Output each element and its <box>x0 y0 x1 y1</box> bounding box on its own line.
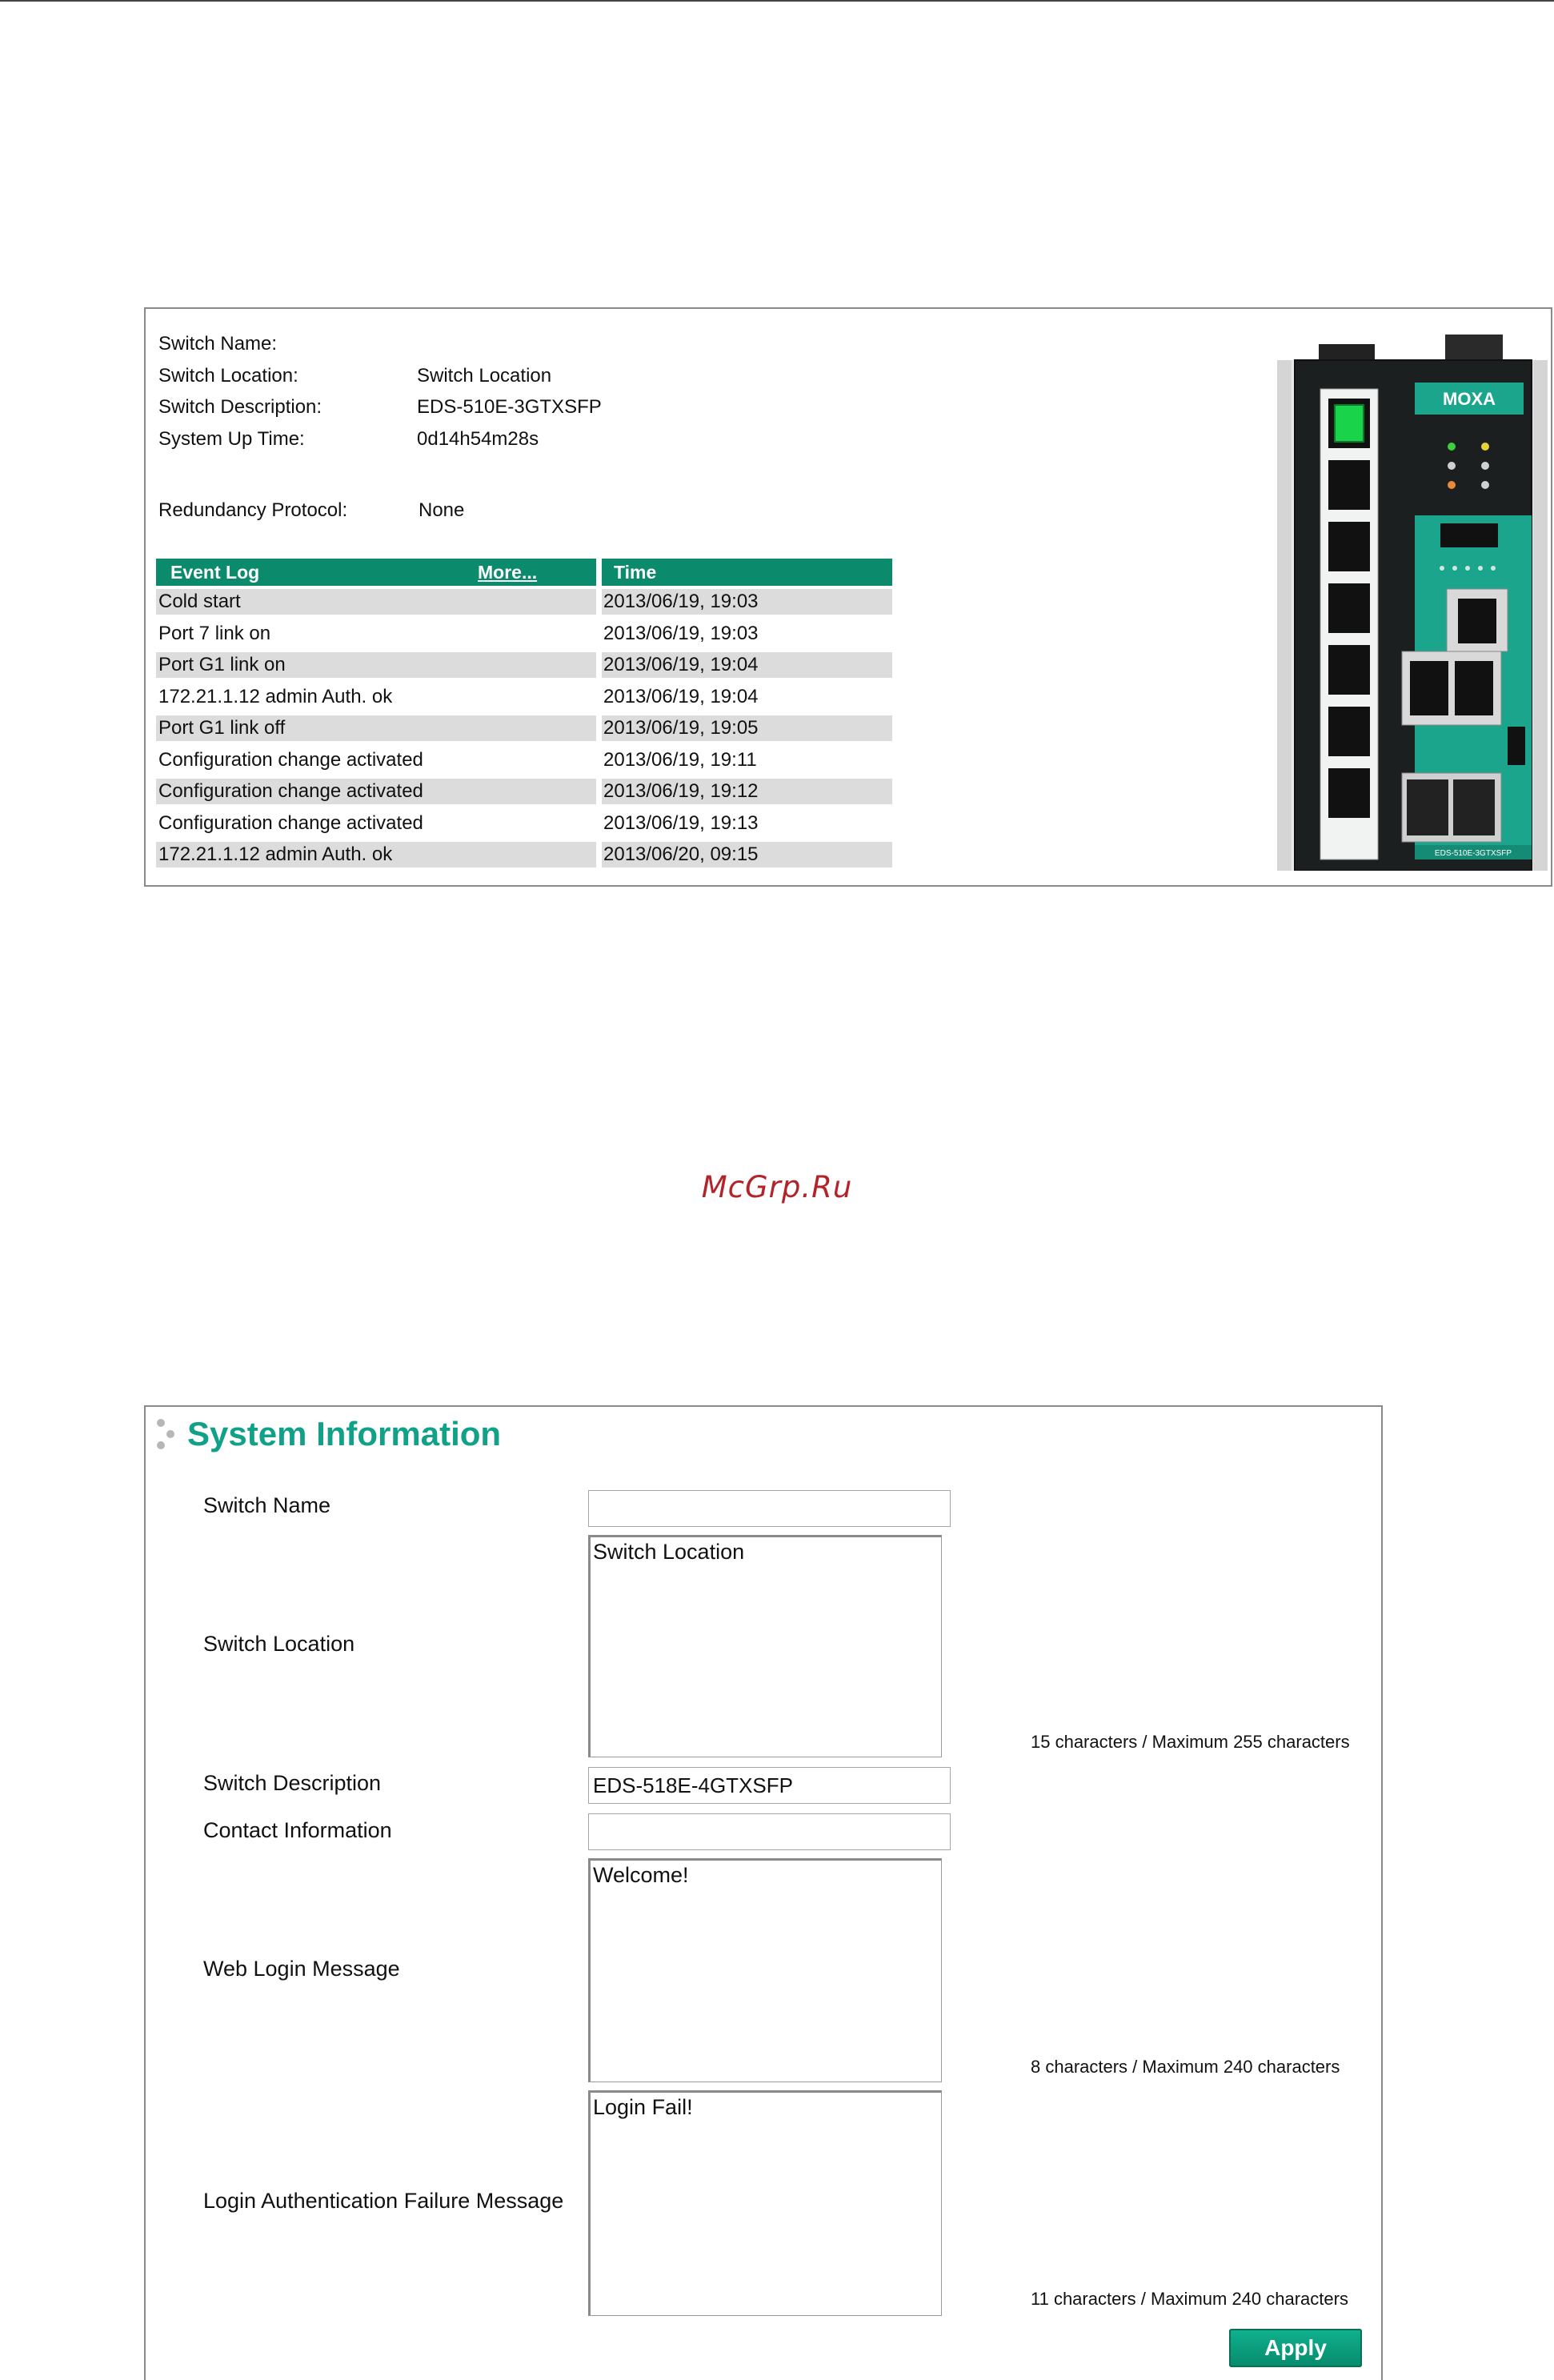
time-cell: 2013/06/19, 19:12 <box>602 779 892 804</box>
redundancy-label: Redundancy Protocol: <box>158 499 348 521</box>
switch-location-char-count: 15 characters / Maximum 255 characters <box>1031 1732 1350 1752</box>
page-title: System Information <box>187 1415 502 1452</box>
title-bullets-icon <box>155 1419 176 1451</box>
event-cell: Configuration change activated <box>158 811 423 834</box>
system-uptime-value: 0d14h54m28s <box>417 428 539 450</box>
table-row <box>156 586 892 618</box>
switch-description-input[interactable] <box>588 1767 951 1804</box>
watermark-text: McGrp.Ru <box>701 1170 853 1204</box>
time-cell: 2013/06/20, 09:15 <box>602 842 892 867</box>
switch-name-input[interactable] <box>588 1490 951 1527</box>
switch-description-value: EDS-510E-3GTXSFP <box>417 396 602 418</box>
web-login-message-label: Web Login Message <box>203 1957 400 1981</box>
table-row <box>156 807 892 839</box>
event-cell: Cold start <box>156 589 596 615</box>
time-heading: Time <box>614 562 657 583</box>
system-information-panel <box>144 1405 1383 2380</box>
event-log-table <box>156 559 892 871</box>
login-failure-message-char-count: 11 characters / Maximum 240 characters <box>1031 2289 1348 2309</box>
event-cell: 172.21.1.12 admin Auth. ok <box>156 842 596 867</box>
web-login-message-textarea[interactable] <box>588 1858 942 2082</box>
apply-button[interactable]: Apply <box>1229 2329 1362 2367</box>
time-cell: 2013/06/19, 19:13 <box>603 811 759 834</box>
overview-panel <box>144 307 1552 887</box>
time-cell: 2013/06/19, 19:03 <box>602 589 892 615</box>
switch-description-label: Switch Description <box>203 1771 382 1795</box>
contact-information-input[interactable] <box>588 1813 951 1850</box>
table-row <box>156 775 892 807</box>
table-row <box>156 839 892 871</box>
switch-description-label: Switch Description: <box>158 396 322 418</box>
event-log-header <box>156 559 892 586</box>
device-brand: MOXA <box>1443 389 1496 409</box>
contact-information-label: Contact Information <box>203 1818 392 1842</box>
event-cell: Port G1 link on <box>156 652 596 678</box>
event-cell: Port 7 link on <box>158 622 271 644</box>
switch-device-illustration <box>1277 335 1548 871</box>
table-row <box>156 712 892 744</box>
switch-location-label: Switch Location: <box>158 365 298 387</box>
time-cell: 2013/06/19, 19:11 <box>603 748 757 771</box>
event-cell: 172.21.1.12 admin Auth. ok <box>158 685 393 707</box>
web-login-message-char-count: 8 characters / Maximum 240 characters <box>1031 2057 1340 2077</box>
switch-name-label: Switch Name: <box>158 333 278 355</box>
table-row <box>156 649 892 681</box>
time-cell: 2013/06/19, 19:04 <box>603 685 759 707</box>
table-row <box>156 618 892 650</box>
event-log-heading: Event Log <box>170 562 260 583</box>
time-cell: 2013/06/19, 19:05 <box>602 715 892 741</box>
switch-location-value: Switch Location <box>417 365 552 387</box>
system-uptime-label: System Up Time: <box>158 428 305 450</box>
device-model: EDS-510E-3GTXSFP <box>1434 849 1512 858</box>
event-cell: Port G1 link off <box>156 715 596 741</box>
time-cell: 2013/06/19, 19:04 <box>602 652 892 678</box>
table-row <box>156 681 892 713</box>
switch-location-label: Switch Location <box>203 1632 355 1656</box>
redundancy-value: None <box>419 499 465 521</box>
more-link[interactable]: More... <box>478 562 538 583</box>
login-failure-message-label: Login Authentication Failure Message <box>203 2189 564 2213</box>
top-rule <box>0 0 1554 2</box>
login-failure-message-textarea[interactable] <box>588 2090 942 2316</box>
table-row <box>156 744 892 776</box>
switch-location-textarea[interactable] <box>588 1535 942 1757</box>
time-cell: 2013/06/19, 19:03 <box>603 622 759 644</box>
switch-name-label: Switch Name <box>203 1493 331 1517</box>
event-cell: Configuration change activated <box>156 779 596 804</box>
event-cell: Configuration change activated <box>158 748 423 771</box>
